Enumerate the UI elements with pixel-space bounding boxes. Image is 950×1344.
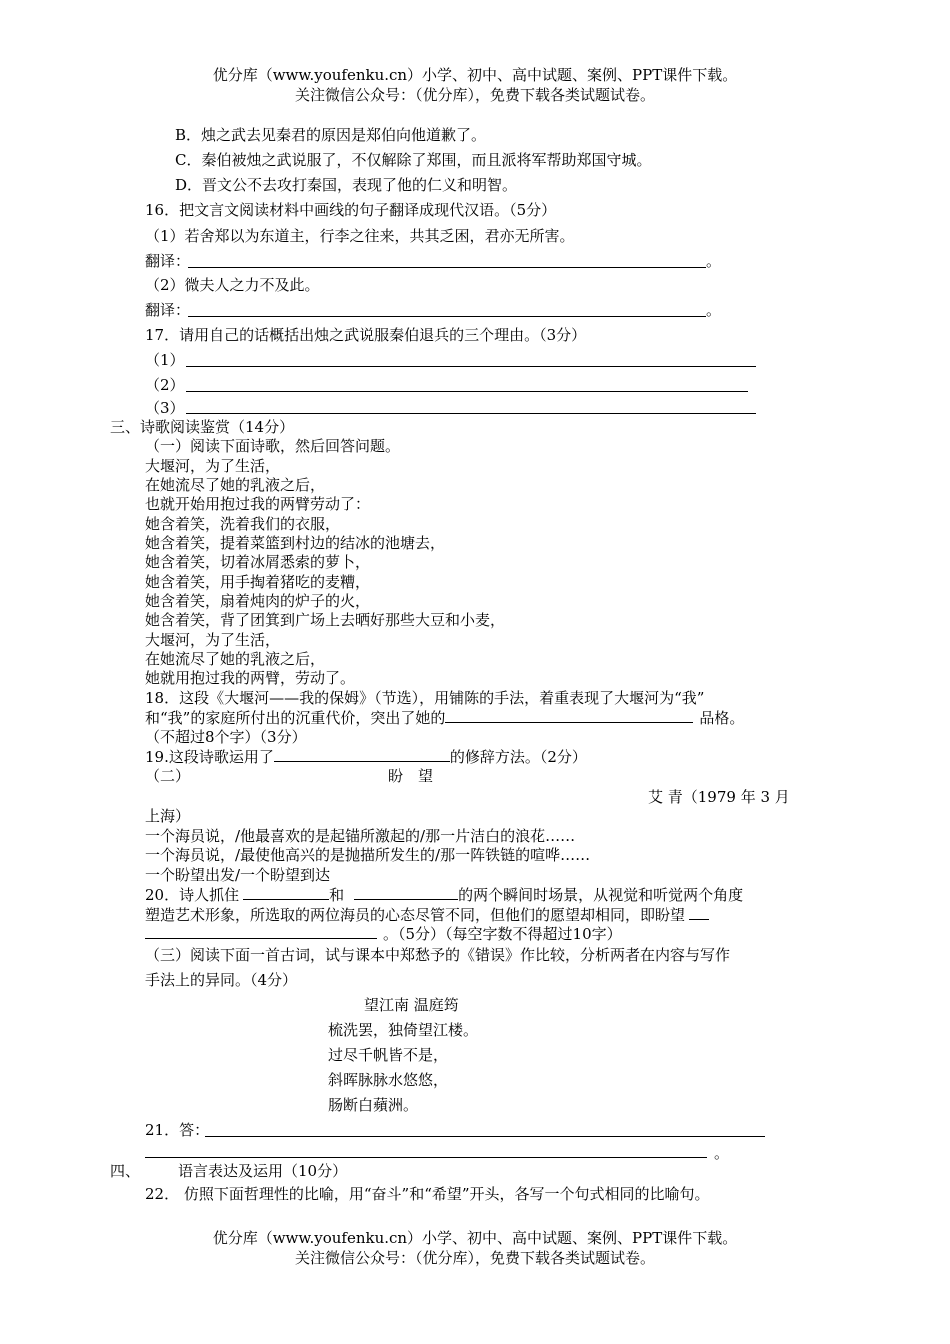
poem-line: 她含着笑，洗着我们的衣服， [145, 515, 341, 533]
q17-answer-line-2[interactable] [186, 391, 748, 392]
q17-num-1: （1） [145, 351, 185, 369]
poem-line: 大堰河，为了生活， [145, 631, 281, 649]
q19-text-2: 的修辞方法。（2分） [449, 748, 587, 766]
ci-line: 斜晖脉脉水悠悠， [328, 1071, 449, 1089]
section-3-part-2-label: （二） [145, 767, 191, 785]
poem-2-place: 上海） [145, 807, 191, 825]
q15-option-c: C．秦伯被烛之武说服了，不仅解除了郑围，而且派将军帮助郑国守城。 [175, 151, 652, 169]
poem-line: 她含着笑，提着菜篮到村边的结冰的池塘去， [145, 534, 446, 552]
q20-answer-blank-1[interactable] [243, 885, 329, 900]
q15-option-b: B．烛之武去见秦君的原因是郑伯向他道歉了。 [175, 126, 487, 144]
q18-text-1: 和“我”的家庭所付出的沉重代价，突出了她的 [145, 709, 446, 727]
q21-label: 21．答： [145, 1121, 210, 1139]
section-3-part-1: （一）阅读下面诗歌，然后回答问题。 [145, 437, 401, 455]
q19-text-1: 19.这段诗歌运用了 [145, 748, 274, 766]
q17-num-2: （2） [145, 376, 185, 394]
ci-line: 肠断白蘋洲。 [328, 1096, 419, 1114]
q20-text-5: 。（5分）（每空字数不得超过10字） [383, 925, 622, 943]
section-4-number: 四、 [110, 1162, 141, 1180]
q20-line-2 [145, 905, 709, 924]
poem-line: 她就用抱过我的两臂，劳动了。 [145, 669, 356, 687]
ci-line: 梳洗罢，独倚望江楼。 [328, 1021, 479, 1039]
poem-2-title: 盼 望 [388, 767, 434, 785]
q16-sentence-1: （1）若舍郑以为东道主，行李之往来，共其乏困，君亦无所害。 [145, 227, 575, 245]
q22-stem: 22． 仿照下面哲理性的比喻，用“奋斗”和“希望”开头，各写一个句式相同的比喻句。 [145, 1185, 710, 1203]
section-3-part-3-line-2: 手法上的异同。（4分） [145, 971, 298, 989]
q21-end-mark: 。 [714, 1144, 730, 1162]
poem-2-line: 一个盼望出发/一个盼望到达 [145, 866, 331, 884]
q16-end-mark-2: 。 [706, 301, 722, 319]
header-line-2: 关注微信公众号：（优分库），免费下载各类试题试卷。 [294, 86, 655, 104]
q16-answer-line-2[interactable] [188, 316, 706, 317]
q20-text-4: 塑造艺术形象，所选取的两位海员的心态尽管不同，但他们的愿望却相同，即盼望 [145, 906, 686, 924]
q20-answer-blank-3a[interactable] [689, 905, 709, 920]
section-3-part-3-line-1: （三）阅读下面一首古词，试与课本中郑愁予的《错误》作比较，分析两者在内容与写作 [145, 946, 731, 964]
header-line-1: 优分库（www.youfenku.cn）小学、初中、高中试题、案例、PPT课件下载。 [212, 66, 738, 84]
poem-2-author: 艾 青（1979 年 3 月 [648, 788, 790, 806]
footer-line-1: 优分库（www.youfenku.cn）小学、初中、高中试题、案例、PPT课件下载。 [212, 1229, 738, 1247]
q16-stem: 16．把文言文阅读材料中画线的句子翻译成现代汉语。（5分） [145, 201, 557, 219]
poem-line: 她含着笑，用手掏着猪吃的麦糟， [145, 573, 371, 591]
q18-line-3: （不超过8个字）（3分） [145, 728, 307, 746]
q16-translate-label-2: 翻译： [145, 301, 191, 319]
poem-line: 也就开始用抱过我的两臂劳动了： [145, 495, 371, 513]
q18-line-2 [145, 708, 744, 727]
section-4-title: 语言表达及运用（10分） [178, 1162, 348, 1180]
q16-translate-label-1: 翻译： [145, 252, 191, 270]
q20-text-2: 和 [329, 886, 345, 904]
q18-line-1: 18．这段《大堰河——我的保姆》（节选），用铺陈的手法，着重表现了大堰河为“我” [145, 689, 705, 707]
ci-line: 过尽千帆皆不是， [328, 1046, 449, 1064]
ci-title: 望江南 温庭筠 [364, 996, 459, 1014]
q18-text-2: 品格。 [699, 709, 745, 727]
q17-stem: 17．请用自己的话概括出烛之武说服秦伯退兵的三个理由。（3分） [145, 326, 587, 344]
poem-line: 她含着笑，扇着炖肉的炉子的火， [145, 592, 371, 610]
q20-answer-blank-3b[interactable] [145, 924, 377, 939]
q17-answer-line-3[interactable] [186, 413, 756, 414]
q18-answer-blank[interactable] [445, 708, 693, 723]
q20-line-1 [145, 885, 743, 904]
footer-line-2: 关注微信公众号：（优分库），免费下载各类试题试卷。 [294, 1249, 655, 1267]
q15-option-d: D．晋文公不去攻打秦国，表现了他的仁义和明智。 [175, 176, 518, 194]
poem-line: 她含着笑，切着冰屑悉索的萝卜， [145, 553, 371, 571]
q20-answer-blank-2[interactable] [354, 885, 458, 900]
poem-line: 大堰河，为了生活， [145, 457, 281, 475]
q21-answer-line-1[interactable] [205, 1136, 765, 1137]
poem-line: 在她流尽了她的乳液之后， [145, 650, 326, 668]
q19-answer-blank[interactable] [274, 747, 450, 762]
poem-2-line: 一个海员说，/最使他高兴的是抛描所发生的/那一阵铁链的喧哗…… [145, 846, 591, 864]
q19-line [145, 747, 587, 766]
q16-answer-line-1[interactable] [188, 267, 706, 268]
q16-sentence-2: （2）微夫人之力不及此。 [145, 276, 320, 294]
q21-answer-line-2[interactable] [145, 1157, 707, 1158]
poem-line: 她含着笑，背了团箕到广场上去晒好那些大豆和小麦， [145, 611, 506, 629]
poem-2-line: 一个海员说，/他最喜欢的是起锚所激起的/那一片洁白的浪花…… [145, 827, 576, 845]
q17-num-3: （3） [145, 399, 185, 417]
poem-line: 在她流尽了她的乳液之后， [145, 476, 326, 494]
section-3-title: 三、诗歌阅读鉴赏（14分） [110, 418, 295, 436]
q20-text-1: 20．诗人抓住 [145, 886, 240, 904]
q20-line-3 [145, 924, 622, 943]
q16-end-mark-1: 。 [706, 252, 722, 270]
q17-answer-line-1[interactable] [186, 366, 756, 367]
q20-text-3: 的两个瞬间时场景，从视觉和听觉两个角度 [458, 886, 744, 904]
